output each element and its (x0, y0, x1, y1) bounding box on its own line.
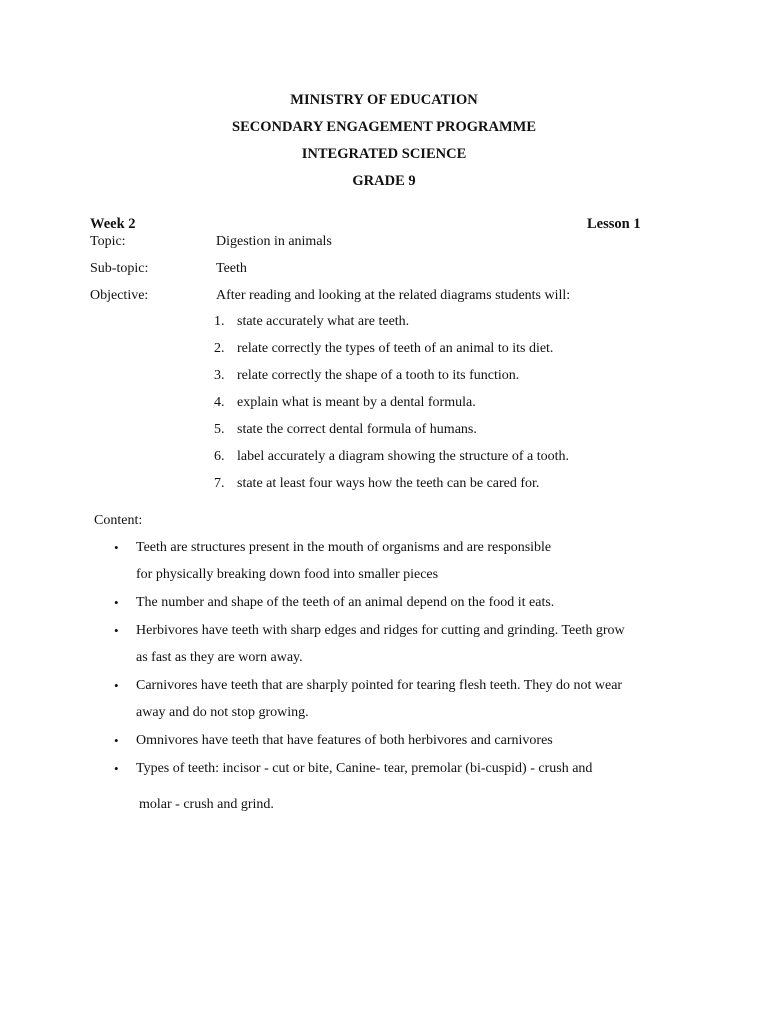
objective-number: 5. (214, 422, 225, 437)
objective-number: 1. (214, 314, 225, 329)
content-line: away and do not stop growing. (136, 705, 309, 720)
bullet-icon: • (114, 733, 119, 748)
objective-text: relate correctly the shape of a tooth to its function. (237, 368, 520, 383)
objective-text: state the correct dental formula of humans. (237, 422, 477, 437)
topic-label: Topic: (90, 234, 126, 249)
objective-number: 7. (214, 476, 225, 491)
objective-number: 2. (214, 341, 225, 356)
content-line: Types of teeth: incisor - cut or bite, Canine- tear, premolar (bi-cuspid) - crush and (136, 761, 593, 776)
grade-title: GRADE 9 (352, 173, 416, 189)
lesson-label: Lesson 1 (587, 216, 641, 232)
bullet-icon: • (114, 761, 119, 776)
content-trailing-line: molar - crush and grind. (139, 797, 274, 812)
content-line: Carnivores have teeth that are sharply pointed for tearing flesh teeth. They do not wear (136, 678, 623, 693)
content-line: for physically breaking down food into smaller pieces (136, 567, 439, 582)
content-line: Omnivores have teeth that have features of both herbivores and carnivores (136, 733, 553, 748)
subtopic-value: Teeth (216, 261, 247, 276)
content-line: Teeth are structures present in the mouth of organisms and are responsible (136, 540, 552, 555)
objective-text: relate correctly the types of teeth of an animal to its diet. (237, 341, 554, 356)
objective-number: 6. (214, 449, 225, 464)
programme-title: SECONDARY ENGAGEMENT PROGRAMME (232, 119, 536, 135)
objective-text: state accurately what are teeth. (237, 314, 410, 329)
objective-label: Objective: (90, 288, 149, 303)
bullet-icon: • (114, 623, 119, 638)
bullet-icon: • (114, 540, 119, 555)
subtopic-label: Sub-topic: (90, 261, 149, 276)
objective-text: label accurately a diagram showing the structure of a tooth. (237, 449, 569, 464)
objective-number: 3. (214, 368, 225, 383)
objective-text: state at least four ways how the teeth can be cared for. (237, 476, 540, 491)
objective-number: 4. (214, 395, 225, 410)
bullet-icon: • (114, 595, 119, 610)
ministry-title: MINISTRY OF EDUCATION (290, 92, 478, 108)
content-line: Herbivores have teeth with sharp edges and ridges for cutting and grinding. Teeth grow (136, 623, 625, 638)
week-label: Week 2 (90, 216, 136, 232)
bullet-icon: • (114, 678, 119, 693)
objective-intro: After reading and looking at the related diagrams students will: (216, 288, 571, 303)
objective-text: explain what is meant by a dental formula. (237, 395, 476, 410)
topic-value: Digestion in animals (216, 234, 332, 249)
content-label: Content: (94, 513, 143, 528)
subject-title: INTEGRATED SCIENCE (301, 146, 467, 162)
content-line: as fast as they are worn away. (136, 650, 303, 665)
content-line: The number and shape of the teeth of an animal depend on the food it eats. (136, 595, 555, 610)
